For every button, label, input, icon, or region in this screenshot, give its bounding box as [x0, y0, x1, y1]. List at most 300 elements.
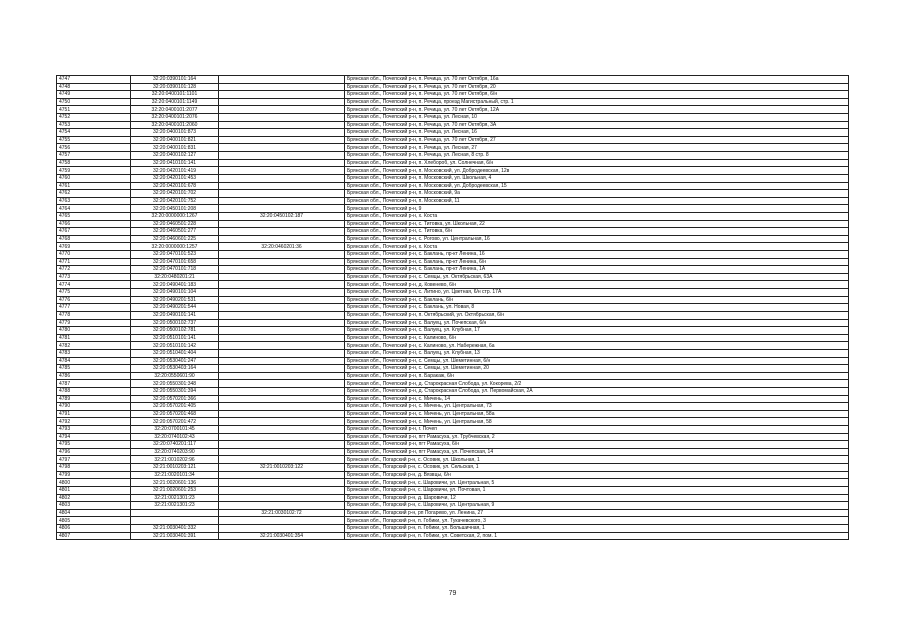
row-number-cell: 4781 — [57, 334, 131, 342]
row-number-cell: 4779 — [57, 319, 131, 327]
cadastral-number-cell: 32:21:0020601:136 — [131, 479, 219, 487]
address-cell: Брянская обл., Почепский р-н, пгт Рамасуха, 6/н — [345, 441, 849, 449]
previous-cadastral-number-cell — [219, 403, 345, 411]
address-cell: Брянская обл., Почепский р-н, п. Речица, ул. Лесная, 16 — [345, 129, 849, 137]
cadastral-number-cell: 32:20:0510101:142 — [131, 342, 219, 350]
address-cell: Брянская обл., Погарский р-н, д. Шаровичи, 12 — [345, 494, 849, 502]
table-row — [57, 418, 849, 426]
address-cell: Брянская обл., Почепский р-н, с. Баклань, пр-кт Ленина, 6/н — [345, 258, 849, 266]
cadastral-number-cell: 32:20:0400101:2077 — [131, 106, 219, 114]
cadastral-number-cell: 32:20:0400101:821 — [131, 136, 219, 144]
row-number-cell: 4782 — [57, 342, 131, 350]
previous-cadastral-number-cell: 32:20:0460201:36 — [219, 243, 345, 251]
cadastral-number-cell: 32:21:0020101:34 — [131, 471, 219, 479]
address-cell: Брянская обл., Почепский р-н, п. Хлебороб, ул. Солнечная, 6/н — [345, 159, 849, 167]
row-number-cell: 4786 — [57, 372, 131, 380]
address-cell: Брянская обл., Погарский р-н, п. Гобики, ул. Большичная, 1 — [345, 524, 849, 532]
table-row — [57, 212, 849, 220]
address-cell: Брянская обл., Почепский р-н, с. Мичень, ул. Центральная, 73 — [345, 403, 849, 411]
table-row — [57, 114, 849, 122]
row-number-cell: 4748 — [57, 83, 131, 91]
row-number-cell: 4801 — [57, 486, 131, 494]
previous-cadastral-number-cell — [219, 410, 345, 418]
row-number-cell: 4799 — [57, 471, 131, 479]
address-cell: Брянская обл., Почепский р-н, с. Баклань, 6/н — [345, 296, 849, 304]
row-number-cell: 4765 — [57, 212, 131, 220]
previous-cadastral-number-cell — [219, 319, 345, 327]
table-row — [57, 174, 849, 182]
cadastral-number-cell: 32:20:0470101:658 — [131, 258, 219, 266]
previous-cadastral-number-cell — [219, 167, 345, 175]
table-row — [57, 289, 849, 297]
row-number-cell: 4773 — [57, 273, 131, 281]
address-cell: Брянская обл., Почепский р-н, д. Ковенево, 6/н — [345, 281, 849, 289]
address-cell: Брянская обл., Почепский р-н, с. Валуец, ул. Почепская, 6/н — [345, 319, 849, 327]
address-cell: Брянская обл., Почепский р-н, д. Старокрасная Слобода, ул. Первомайская, 2А — [345, 387, 849, 395]
row-number-cell: 4785 — [57, 365, 131, 373]
previous-cadastral-number-cell — [219, 334, 345, 342]
table-row — [57, 251, 849, 259]
table-row — [57, 304, 849, 312]
cadastral-number-cell: 32:20:0470101:718 — [131, 266, 219, 274]
address-cell: Брянская обл., Почепский р-н, с. Мичень, ул. Центральная, 58 — [345, 418, 849, 426]
address-cell: Брянская обл., Почепский р-н, х. Коста — [345, 212, 849, 220]
row-number-cell: 4803 — [57, 502, 131, 510]
row-number-cell: 4789 — [57, 395, 131, 403]
row-number-cell: 4749 — [57, 91, 131, 99]
previous-cadastral-number-cell — [219, 448, 345, 456]
table-row — [57, 98, 849, 106]
table-row — [57, 121, 849, 129]
row-number-cell: 4757 — [57, 152, 131, 160]
row-number-cell: 4751 — [57, 106, 131, 114]
address-cell: Брянская обл., Почепский р-н, с. Калиново, 6/н — [345, 334, 849, 342]
address-cell: Брянская обл., Погарский р-н, д. Вязвцы, 6/н — [345, 471, 849, 479]
row-number-cell: 4807 — [57, 532, 131, 540]
table-row — [57, 243, 849, 251]
table-row — [57, 426, 849, 434]
cadastral-number-cell: 32:20:0490201:531 — [131, 296, 219, 304]
table-row — [57, 197, 849, 205]
cadastral-number-cell: 32:20:0000000:1257 — [131, 243, 219, 251]
address-cell: Брянская обл., Почепский р-н, с. Баклань, пр-кт Ленина, 16 — [345, 251, 849, 259]
cadastral-number-cell: 32:20:0390101:128 — [131, 83, 219, 91]
table-row — [57, 152, 849, 160]
row-number-cell: 4775 — [57, 289, 131, 297]
table-row — [57, 273, 849, 281]
cadastral-number-cell: 32:20:0400101:873 — [131, 129, 219, 137]
address-cell: Брянская обл., Погарский р-н, рп Погарево, ул. Ленина, 27 — [345, 509, 849, 517]
row-number-cell: 4756 — [57, 144, 131, 152]
row-number-cell: 4747 — [57, 76, 131, 84]
cadastral-number-cell: 32:20:0490401:183 — [131, 281, 219, 289]
table-row — [57, 258, 849, 266]
previous-cadastral-number-cell — [219, 395, 345, 403]
previous-cadastral-number-cell — [219, 342, 345, 350]
address-cell: Брянская обл., Почепский р-н, п. Речица, ул. 70 лет Октября, 6/н — [345, 91, 849, 99]
table-row — [57, 494, 849, 502]
table-row — [57, 456, 849, 464]
address-cell: Брянская обл., Почепский р-н, п. Речица, ул. 70 лет Октября, 27 — [345, 136, 849, 144]
previous-cadastral-number-cell — [219, 129, 345, 137]
table-row — [57, 159, 849, 167]
row-number-cell: 4778 — [57, 311, 131, 319]
previous-cadastral-number-cell — [219, 182, 345, 190]
table-row — [57, 311, 849, 319]
row-number-cell: 4759 — [57, 167, 131, 175]
previous-cadastral-number-cell — [219, 456, 345, 464]
cadastral-number-cell: 32:20:0000000:1267 — [131, 212, 219, 220]
table-row — [57, 281, 849, 289]
cadastral-number-cell: 32:20:0550301:348 — [131, 380, 219, 388]
previous-cadastral-number-cell — [219, 289, 345, 297]
cadastral-number-cell: 32:20:0490101:104 — [131, 289, 219, 297]
address-cell: Брянская обл., Почепский р-н, с. Литино, ул. Цветная, 6/н стр. 17А — [345, 289, 849, 297]
address-cell: Брянская обл., Почепский р-н, с. Валуец, ул. Клубная, 13 — [345, 349, 849, 357]
address-cell: Брянская обл., Почепский р-н, п. Речица, ул. Лесная, 8 стр. 8 — [345, 152, 849, 160]
address-cell: Брянская обл., Почепский р-н, с. Валуец, ул. Клубная, 17 — [345, 327, 849, 335]
cadastral-number-cell: 32:20:0530403:164 — [131, 365, 219, 373]
address-cell: Брянская обл., Почепский р-н, с. Калиново, ул. Набережная, 6а — [345, 342, 849, 350]
cadastral-number-cell: 32:20:0420101:453 — [131, 174, 219, 182]
previous-cadastral-number-cell — [219, 357, 345, 365]
address-cell: Брянская обл., Почепский р-н, х. Коста — [345, 243, 849, 251]
cadastral-number-cell: 32:20:0420101:702 — [131, 190, 219, 198]
previous-cadastral-number-cell — [219, 121, 345, 129]
row-number-cell: 4787 — [57, 380, 131, 388]
table-row — [57, 524, 849, 532]
address-cell: Брянская обл., Почепский р-н, п. Московский, ул. Школьная, 4 — [345, 174, 849, 182]
address-cell: Брянская обл., Почепский р-н, п. Речица, ул. 70 лет Октября, 20 — [345, 83, 849, 91]
cadastral-number-cell: 32:20:0740203:90 — [131, 448, 219, 456]
cadastral-number-cell: 32:20:0490201:544 — [131, 304, 219, 312]
cadastral-number-cell: 32:20:0480201:21 — [131, 273, 219, 281]
row-number-cell: 4776 — [57, 296, 131, 304]
table-row — [57, 129, 849, 137]
table-row — [57, 205, 849, 213]
address-cell: Брянская обл., Почепский р-н, с. Баклань, пр-кт Ленина, 1А — [345, 266, 849, 274]
table-row — [57, 91, 849, 99]
cadastral-number-cell — [131, 509, 219, 517]
table-row — [57, 342, 849, 350]
table-row — [57, 387, 849, 395]
cadastral-number-cell: 32:20:0400101:2060 — [131, 121, 219, 129]
table-row — [57, 182, 849, 190]
cadastral-number-cell: 32:21:0020601:253 — [131, 486, 219, 494]
cadastral-number-cell — [131, 517, 219, 525]
address-cell: Брянская обл., Почепский р-н, п. Московский, ул. Добродеевская, 12в — [345, 167, 849, 175]
row-number-cell: 4771 — [57, 258, 131, 266]
table-row — [57, 136, 849, 144]
table-row — [57, 357, 849, 365]
address-cell: Брянская обл., Почепский р-н, с. Рогово, ул. Центральная, 16 — [345, 235, 849, 243]
address-cell: Брянская обл., Почепский р-н, п. Речица, ул. 70 лет Октября, 3А — [345, 121, 849, 129]
previous-cadastral-number-cell — [219, 220, 345, 228]
row-number-cell: 4783 — [57, 349, 131, 357]
cadastral-number-cell: 32:20:0420101:419 — [131, 167, 219, 175]
cadastral-number-cell: 32:20:0460601:225 — [131, 235, 219, 243]
previous-cadastral-number-cell — [219, 502, 345, 510]
previous-cadastral-number-cell — [219, 311, 345, 319]
table-row — [57, 502, 849, 510]
cadastral-number-cell: 32:20:0550301:394 — [131, 387, 219, 395]
cadastral-number-cell: 32:20:0410101:141 — [131, 159, 219, 167]
table-row — [57, 517, 849, 525]
previous-cadastral-number-cell — [219, 205, 345, 213]
previous-cadastral-number-cell — [219, 327, 345, 335]
address-cell: Брянская обл., Почепский р-н, п. Баракаж, 6/н — [345, 372, 849, 380]
table-row — [57, 372, 849, 380]
row-number-cell: 4754 — [57, 129, 131, 137]
cadastral-number-cell: 32:21:0030401:391 — [131, 532, 219, 540]
previous-cadastral-number-cell — [219, 174, 345, 182]
address-cell: Брянская обл., Погарский р-н, с. Осовик, ул. Сельская, 1 — [345, 464, 849, 472]
previous-cadastral-number-cell — [219, 296, 345, 304]
address-cell: Брянская обл., Почепский р-н, с. Семцы, ул. Шеметинная, 6/н — [345, 357, 849, 365]
address-cell: Брянская обл., Погарский р-н, с. Осовик, ул. Школьная, 1 — [345, 456, 849, 464]
previous-cadastral-number-cell — [219, 228, 345, 236]
row-number-cell: 4766 — [57, 220, 131, 228]
row-number-cell: 4764 — [57, 205, 131, 213]
previous-cadastral-number-cell — [219, 273, 345, 281]
row-number-cell: 4797 — [57, 456, 131, 464]
previous-cadastral-number-cell — [219, 486, 345, 494]
table-row — [57, 433, 849, 441]
previous-cadastral-number-cell — [219, 372, 345, 380]
cadastral-number-cell: 32:20:0570201:366 — [131, 395, 219, 403]
row-number-cell: 4758 — [57, 159, 131, 167]
table-row — [57, 266, 849, 274]
address-cell: Брянская обл., Почепский р-н, с. Мичень, ул. Центральная, 58а — [345, 410, 849, 418]
registry-table — [56, 75, 849, 540]
table-row — [57, 403, 849, 411]
table-row — [57, 106, 849, 114]
table-row — [57, 349, 849, 357]
table-row — [57, 144, 849, 152]
cadastral-number-cell: 32:20:0420101:678 — [131, 182, 219, 190]
address-cell: Брянская обл., Почепский р-н, с. Мичень, 14 — [345, 395, 849, 403]
row-number-cell: 4777 — [57, 304, 131, 312]
previous-cadastral-number-cell — [219, 258, 345, 266]
cadastral-number-cell: 32:20:0740102:43 — [131, 433, 219, 441]
table-row — [57, 76, 849, 84]
row-number-cell: 4770 — [57, 251, 131, 259]
page-number: 79 — [448, 590, 457, 597]
address-cell: Брянская обл., Почепский р-н, п. Речица, проезд Магистральный, стр. 1 — [345, 98, 849, 106]
row-number-cell: 4791 — [57, 410, 131, 418]
previous-cadastral-number-cell — [219, 251, 345, 259]
cadastral-number-cell: 32:20:0400102:127 — [131, 152, 219, 160]
previous-cadastral-number-cell — [219, 349, 345, 357]
cadastral-number-cell: 32:21:0021301:23 — [131, 494, 219, 502]
address-cell: Брянская обл., Почепский р-н, п. Московский, 11 — [345, 197, 849, 205]
row-number-cell: 4767 — [57, 228, 131, 236]
table-row — [57, 464, 849, 472]
row-number-cell: 4755 — [57, 136, 131, 144]
address-cell: Брянская обл., Почепский р-н, п. Московский, 9а — [345, 190, 849, 198]
table-row — [57, 167, 849, 175]
cadastral-number-cell: 32:20:0740201:117 — [131, 441, 219, 449]
previous-cadastral-number-cell — [219, 235, 345, 243]
previous-cadastral-number-cell — [219, 365, 345, 373]
address-cell: Брянская обл., Почепский р-н, 9 — [345, 205, 849, 213]
address-cell: Брянская обл., Почепский р-н, с. Титовка, ул. Школьная, 22 — [345, 220, 849, 228]
previous-cadastral-number-cell — [219, 441, 345, 449]
row-number-cell: 4774 — [57, 281, 131, 289]
previous-cadastral-number-cell — [219, 159, 345, 167]
table-row — [57, 509, 849, 517]
cadastral-number-cell: 32:20:0500102:781 — [131, 327, 219, 335]
row-number-cell: 4796 — [57, 448, 131, 456]
row-number-cell: 4762 — [57, 190, 131, 198]
previous-cadastral-number-cell: 32:21:0010203:122 — [219, 464, 345, 472]
previous-cadastral-number-cell — [219, 106, 345, 114]
cadastral-number-cell: 32:20:0570201:472 — [131, 418, 219, 426]
previous-cadastral-number-cell — [219, 76, 345, 84]
cadastral-number-cell: 32:20:0490101:141 — [131, 311, 219, 319]
previous-cadastral-number-cell — [219, 98, 345, 106]
cadastral-number-cell: 32:20:0460501:228 — [131, 220, 219, 228]
address-cell: Брянская обл., Почепский р-н, с. Семцы, ул. Шеметинная, 20 — [345, 365, 849, 373]
cadastral-number-cell: 32:20:0450101:208 — [131, 205, 219, 213]
previous-cadastral-number-cell — [219, 304, 345, 312]
address-cell: Брянская обл., Почепский р-н, п. Речица, ул. 70 лет Октября, 16а — [345, 76, 849, 84]
address-cell: Брянская обл., Почепский р-н, п. Речица, ул. Лесная, 27 — [345, 144, 849, 152]
previous-cadastral-number-cell — [219, 190, 345, 198]
table-row — [57, 235, 849, 243]
previous-cadastral-number-cell — [219, 266, 345, 274]
previous-cadastral-number-cell: 32:20:0450102:187 — [219, 212, 345, 220]
cadastral-number-cell: 32:20:0510401:404 — [131, 349, 219, 357]
address-cell: Брянская обл., Почепский р-н, с. Семцы, ул. Октябрьская, 63А — [345, 273, 849, 281]
previous-cadastral-number-cell — [219, 517, 345, 525]
previous-cadastral-number-cell — [219, 494, 345, 502]
table-row — [57, 395, 849, 403]
previous-cadastral-number-cell — [219, 471, 345, 479]
previous-cadastral-number-cell — [219, 426, 345, 434]
previous-cadastral-number-cell — [219, 152, 345, 160]
address-cell: Брянская обл., Почепский р-н, п. Московский, ул. Добродеевская, 15 — [345, 182, 849, 190]
row-number-cell: 4790 — [57, 403, 131, 411]
row-number-cell: 4802 — [57, 494, 131, 502]
cadastral-number-cell: 32:20:0570201:405 — [131, 403, 219, 411]
row-number-cell: 4761 — [57, 182, 131, 190]
table-row — [57, 486, 849, 494]
row-number-cell: 4805 — [57, 517, 131, 525]
address-cell: Брянская обл., Почепский р-н, п. Речица, ул. 70 лет Октября, 12А — [345, 106, 849, 114]
row-number-cell: 4806 — [57, 524, 131, 532]
table-row — [57, 228, 849, 236]
address-cell: Брянская обл., Почепский р-н, с. Баклань, ул. Новая, 8 — [345, 304, 849, 312]
previous-cadastral-number-cell — [219, 418, 345, 426]
row-number-cell: 4788 — [57, 387, 131, 395]
previous-cadastral-number-cell — [219, 83, 345, 91]
previous-cadastral-number-cell — [219, 380, 345, 388]
address-cell: Брянская обл., Почепский р-н, п. Октябрьский, ул. Октябрьская, 6/н — [345, 311, 849, 319]
row-number-cell: 4798 — [57, 464, 131, 472]
table-row — [57, 479, 849, 487]
row-number-cell: 4804 — [57, 509, 131, 517]
row-number-cell: 4750 — [57, 98, 131, 106]
previous-cadastral-number-cell: 32:21:0030102:72 — [219, 509, 345, 517]
address-cell: Брянская обл., Почепский р-н, пгт Рамасуха, ул. Трубчевская, 2 — [345, 433, 849, 441]
cadastral-number-cell: 32:20:0700101:45 — [131, 426, 219, 434]
cadastral-number-cell: 32:20:0400101:1101 — [131, 91, 219, 99]
address-cell: Брянская обл., Погарский р-н, п. Гобики, ул. Советская, 2, пом. 1 — [345, 532, 849, 540]
previous-cadastral-number-cell — [219, 433, 345, 441]
cadastral-number-cell: 32:20:0390101:164 — [131, 76, 219, 84]
address-cell: Брянская обл., Почепский р-н, д. Старокрасная Слобода, ул. Кокорева, 2/2 — [345, 380, 849, 388]
table-row — [57, 380, 849, 388]
row-number-cell: 4780 — [57, 327, 131, 335]
cadastral-number-cell: 32:21:0030401:332 — [131, 524, 219, 532]
table-row — [57, 471, 849, 479]
row-number-cell: 4753 — [57, 121, 131, 129]
address-cell: Брянская обл., Почепский р-н, п. Речица, ул. Лесная, 10 — [345, 114, 849, 122]
cadastral-number-cell: 32:21:0010202:96 — [131, 456, 219, 464]
previous-cadastral-number-cell — [219, 387, 345, 395]
address-cell: Брянская обл., Почепский р-н, с. Титовка, 6/н — [345, 228, 849, 236]
cadastral-number-cell: 32:20:0460501:277 — [131, 228, 219, 236]
table-row — [57, 190, 849, 198]
table-row — [57, 220, 849, 228]
row-number-cell: 4795 — [57, 441, 131, 449]
cadastral-number-cell: 32:20:0570201:468 — [131, 410, 219, 418]
previous-cadastral-number-cell — [219, 197, 345, 205]
row-number-cell: 4793 — [57, 426, 131, 434]
table-row — [57, 296, 849, 304]
table-row — [57, 410, 849, 418]
table-row — [57, 441, 849, 449]
row-number-cell: 4794 — [57, 433, 131, 441]
address-cell: Брянская обл., Почепский р-н, г. Почеп — [345, 426, 849, 434]
previous-cadastral-number-cell — [219, 114, 345, 122]
previous-cadastral-number-cell — [219, 281, 345, 289]
address-cell: Брянская обл., Погарский р-н, с. Шаровичи, ул. Почтовая, 1 — [345, 486, 849, 494]
cadastral-number-cell: 32:20:0470101:523 — [131, 251, 219, 259]
registry-table-body — [57, 76, 849, 540]
cadastral-number-cell: 32:20:0400101:1149 — [131, 98, 219, 106]
cadastral-number-cell: 32:20:0400101:2076 — [131, 114, 219, 122]
row-number-cell: 4772 — [57, 266, 131, 274]
row-number-cell: 4760 — [57, 174, 131, 182]
cadastral-number-cell: 32:20:0530401:247 — [131, 357, 219, 365]
table-row — [57, 448, 849, 456]
row-number-cell: 4768 — [57, 235, 131, 243]
address-cell: Брянская обл., Почепский р-н, пгт Рамасуха, ул. Почепская, 14 — [345, 448, 849, 456]
table-row — [57, 327, 849, 335]
cadastral-number-cell: 32:20:0500102:737 — [131, 319, 219, 327]
table-row — [57, 83, 849, 91]
cadastral-number-cell: 32:20:0550601:90 — [131, 372, 219, 380]
previous-cadastral-number-cell — [219, 479, 345, 487]
address-cell: Брянская обл., Погарский р-н, п. Гобики, ул. Тукачевского, 3 — [345, 517, 849, 525]
row-number-cell: 4784 — [57, 357, 131, 365]
previous-cadastral-number-cell — [219, 144, 345, 152]
row-number-cell: 4763 — [57, 197, 131, 205]
address-cell: Брянская обл., Погарский р-н, с. Шаровичи, ул. Центральная, 9 — [345, 502, 849, 510]
table-row — [57, 334, 849, 342]
previous-cadastral-number-cell — [219, 136, 345, 144]
row-number-cell: 4792 — [57, 418, 131, 426]
row-number-cell: 4752 — [57, 114, 131, 122]
address-cell: Брянская обл., Погарский р-н, с. Шаровичи, ул. Центральная, 5 — [345, 479, 849, 487]
table-row — [57, 532, 849, 540]
cadastral-number-cell: 32:21:0010203:121 — [131, 464, 219, 472]
table-row — [57, 319, 849, 327]
previous-cadastral-number-cell: 32:21:0030401:354 — [219, 532, 345, 540]
row-number-cell: 4769 — [57, 243, 131, 251]
